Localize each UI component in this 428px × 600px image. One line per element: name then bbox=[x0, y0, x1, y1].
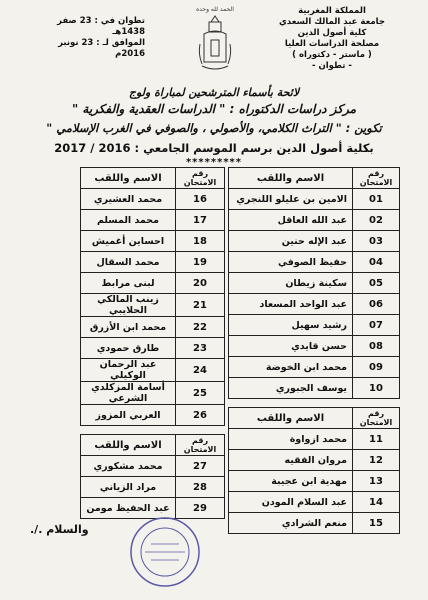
institution-line: كلية أصول الدين bbox=[297, 28, 367, 38]
basmala: الحمد لله وحده bbox=[196, 6, 234, 13]
table-header-row bbox=[81, 435, 225, 456]
candidates-table-left bbox=[80, 167, 225, 519]
candidate-name: أسامة المزكلدي الشرعي bbox=[81, 382, 176, 405]
exam-number: 08 bbox=[353, 336, 400, 357]
candidate-name: عبد الحفيظ مومن bbox=[81, 498, 176, 519]
table-row bbox=[229, 450, 400, 471]
candidate-name: محمد ازواوة bbox=[229, 429, 353, 450]
exam-number: 15 bbox=[353, 513, 400, 534]
table-row bbox=[81, 294, 225, 317]
table-row bbox=[81, 189, 225, 210]
stars-separator: ********* bbox=[185, 157, 243, 168]
institution-line: المملكة المغربية bbox=[298, 6, 366, 16]
institution-line: ( ماستر - دكتوراه ) bbox=[292, 50, 372, 60]
candidate-name: يوسف الجبوري bbox=[229, 378, 353, 399]
column-header-name: الاسم واللقب bbox=[81, 168, 176, 189]
column-header-number: رقم الامتحان bbox=[176, 168, 225, 189]
table-gap bbox=[229, 399, 400, 408]
candidate-name: محمد السقال bbox=[81, 252, 176, 273]
candidate-name: محمد المسلم bbox=[81, 210, 176, 231]
closing-phrase: والسلام ./. bbox=[30, 523, 89, 536]
exam-number: 23 bbox=[176, 338, 225, 359]
candidate-name: الامين بن عليلو اللنجري bbox=[229, 189, 353, 210]
table-row bbox=[81, 359, 225, 382]
exam-number: 22 bbox=[176, 317, 225, 338]
date-line: تطوان في : 23 صفر 1438هـ bbox=[57, 16, 145, 37]
column-header-number: رقم الامتحان bbox=[176, 435, 225, 456]
exam-number: 03 bbox=[353, 231, 400, 252]
exam-number: 06 bbox=[353, 294, 400, 315]
table-row bbox=[229, 273, 400, 294]
candidate-name: لبنى مرابط bbox=[81, 273, 176, 294]
candidate-name: طارق حمودي bbox=[81, 338, 176, 359]
candidate-name: محمد ابن الأزرق bbox=[81, 317, 176, 338]
table-header-row bbox=[81, 168, 225, 189]
candidate-name: العربي المزوز bbox=[81, 405, 176, 426]
candidate-name: زينب المالكي الحلايبي bbox=[81, 294, 176, 317]
institution-header bbox=[272, 6, 392, 72]
table-row bbox=[229, 429, 400, 450]
table-row bbox=[229, 492, 400, 513]
table-row bbox=[229, 231, 400, 252]
exam-number: 21 bbox=[176, 294, 225, 317]
exam-number: 12 bbox=[353, 450, 400, 471]
candidate-name: عبد الإله حنين bbox=[229, 231, 353, 252]
column-header-number: رقم الامتحان bbox=[353, 168, 400, 189]
candidate-name: عبد الله العاقل bbox=[229, 210, 353, 231]
table-row bbox=[229, 252, 400, 273]
table-row bbox=[81, 231, 225, 252]
column-header-name: الاسم واللقب bbox=[229, 168, 353, 189]
center-title: مركز دراسات الدكتوراه : " الدراسات العقدية والفكرية " bbox=[71, 102, 357, 116]
table-header-row bbox=[229, 408, 400, 429]
table-row bbox=[229, 294, 400, 315]
exam-number: 18 bbox=[176, 231, 225, 252]
column-header-name: الاسم واللقب bbox=[81, 435, 176, 456]
exam-number: 09 bbox=[353, 357, 400, 378]
table-row bbox=[229, 210, 400, 231]
exam-number: 19 bbox=[176, 252, 225, 273]
candidate-name: عبد السلام المودن bbox=[229, 492, 353, 513]
candidate-name: محمد مشكوري bbox=[81, 456, 176, 477]
exam-number: 27 bbox=[176, 456, 225, 477]
exam-number: 02 bbox=[353, 210, 400, 231]
table-row bbox=[229, 315, 400, 336]
exam-number: 28 bbox=[176, 477, 225, 498]
table-row bbox=[229, 471, 400, 492]
candidate-name: منعم الشرادي bbox=[229, 513, 353, 534]
candidate-name: محمد ابن الخوضة bbox=[229, 357, 353, 378]
exam-number: 29 bbox=[176, 498, 225, 519]
exam-number: 11 bbox=[353, 429, 400, 450]
exam-number: 05 bbox=[353, 273, 400, 294]
date-header bbox=[30, 16, 145, 60]
table-row bbox=[81, 273, 225, 294]
list-title: لائحة بأسماء المترشحين لمباراة ولوج bbox=[128, 86, 300, 99]
candidate-name: حفيظ الصوفي bbox=[229, 252, 353, 273]
candidate-name: سكينة زيطان bbox=[229, 273, 353, 294]
exam-number: 26 bbox=[176, 405, 225, 426]
exam-number: 10 bbox=[353, 378, 400, 399]
table-row bbox=[81, 210, 225, 231]
kingdom-emblem-icon bbox=[196, 14, 234, 74]
date-line: الموافق لـ : 23 نونبر 2016م bbox=[58, 38, 145, 59]
exam-number: 24 bbox=[176, 359, 225, 382]
candidate-name: حسن قايدي bbox=[229, 336, 353, 357]
faculty-year: بكلية أصول الدين برسم الموسم الجامعي : 2016 / 2017 bbox=[54, 141, 374, 155]
table-row bbox=[81, 252, 225, 273]
institution-line: - تطوان - bbox=[312, 61, 352, 71]
table-row bbox=[81, 382, 225, 405]
official-stamp-icon bbox=[125, 512, 205, 592]
column-header-name: الاسم واللقب bbox=[229, 408, 353, 429]
candidate-name: احساين أغميش bbox=[81, 231, 176, 252]
program-title: تكوين : " التراث الكلامي، والأصولي ، والصوفي في الغرب الإسلامي " bbox=[46, 121, 382, 135]
table-row bbox=[81, 477, 225, 498]
table-row bbox=[81, 405, 225, 426]
candidate-name: مهدية ابن عجيبة bbox=[229, 471, 353, 492]
candidate-name: محمد العشيري bbox=[81, 189, 176, 210]
exam-number: 04 bbox=[353, 252, 400, 273]
table-row bbox=[81, 456, 225, 477]
table-row bbox=[229, 189, 400, 210]
column-header-number: رقم الامتحان bbox=[353, 408, 400, 429]
table-header-row bbox=[229, 168, 400, 189]
exam-number: 25 bbox=[176, 382, 225, 405]
candidate-name: مراد الزياني bbox=[81, 477, 176, 498]
exam-number: 07 bbox=[353, 315, 400, 336]
candidate-name: عبد الرحمان الوكيلي bbox=[81, 359, 176, 382]
exam-number: 17 bbox=[176, 210, 225, 231]
table-row bbox=[229, 357, 400, 378]
institution-line: جامعة عبد المالك السعدي bbox=[279, 17, 385, 27]
exam-number: 14 bbox=[353, 492, 400, 513]
candidate-name: رشيد سهيل bbox=[229, 315, 353, 336]
table-row bbox=[229, 513, 400, 534]
candidate-name: مروان الفقيه bbox=[229, 450, 353, 471]
table-row bbox=[81, 338, 225, 359]
candidates-table-right bbox=[228, 167, 400, 534]
exam-number: 20 bbox=[176, 273, 225, 294]
exam-number: 16 bbox=[176, 189, 225, 210]
exam-number: 13 bbox=[353, 471, 400, 492]
table-gap bbox=[81, 426, 225, 435]
table-row bbox=[81, 317, 225, 338]
candidate-name: عبد الواحد المسعاد bbox=[229, 294, 353, 315]
table-row bbox=[229, 336, 400, 357]
institution-line: مصلحة الدراسات العليا bbox=[284, 39, 380, 49]
table-row bbox=[229, 378, 400, 399]
exam-number: 01 bbox=[353, 189, 400, 210]
